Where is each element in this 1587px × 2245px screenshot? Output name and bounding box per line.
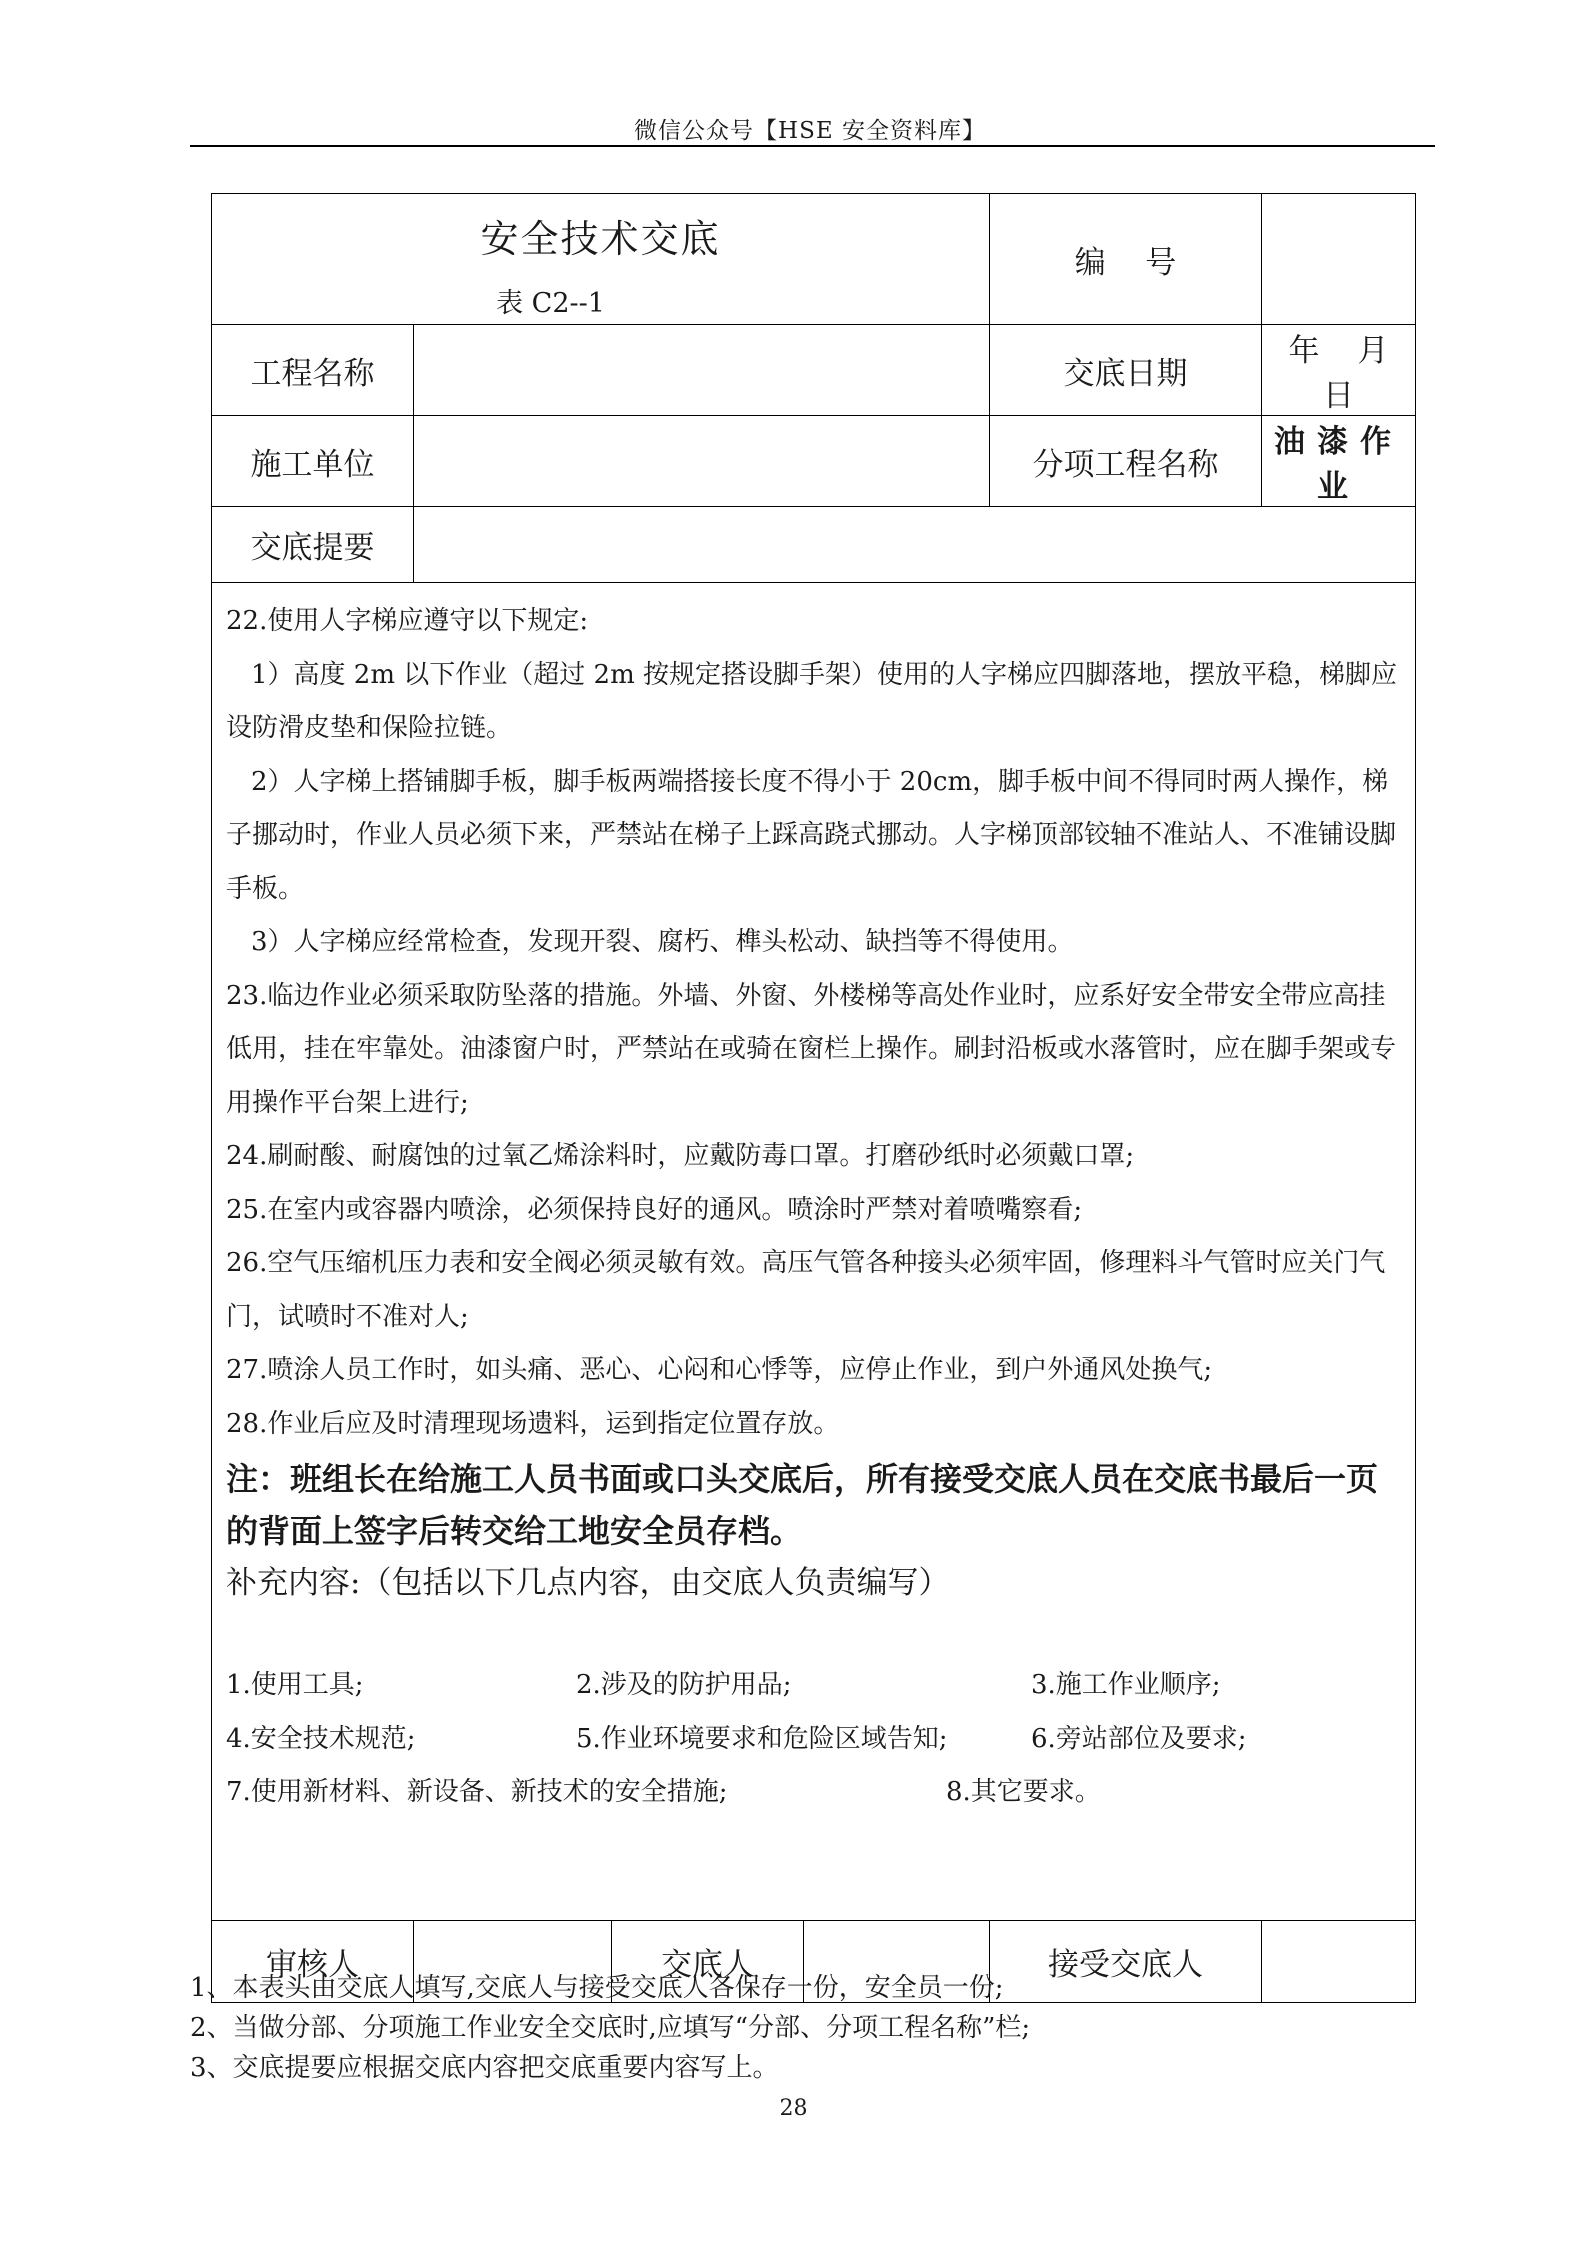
- header-divider: [190, 145, 1435, 147]
- supplement-heading: 补充内容:（包括以下几点内容，由交底人负责编写）: [226, 1565, 950, 1601]
- summary-field[interactable]: [414, 507, 1416, 583]
- summary-label: 交底提要: [212, 507, 414, 583]
- important-note: 注：班组长在给施工人员书面或口头交底后，所有接受交底人员在交底书最后一页的背面上签字后转交给工地安全员存档。: [226, 1460, 1379, 1550]
- content-item: 1）高度 2m 以下作业（超过 2m 按规定搭设脚手架）使用的人字梯应四脚落地，摆放平稳，梯脚应设防滑皮垫和保险拉链。: [226, 659, 1397, 743]
- supplement-item: 7.使用新材料、新设备、新技术的安全措施;: [226, 1777, 728, 1807]
- supplement-row: [226, 1659, 1401, 1713]
- content-item: 3）人字梯应经常检查，发现开裂、腐朽、榫头松动、缺挡等不得使用。: [251, 927, 1074, 957]
- receiver-label: 接受交底人: [990, 1921, 1262, 2003]
- unit-label: 施工单位: [212, 416, 414, 507]
- project-name-label: 工程名称: [212, 325, 414, 416]
- date-field[interactable]: [1262, 325, 1416, 416]
- page-header: 微信公众号【HSE 安全资料库】: [634, 118, 986, 144]
- footnote: 3、交底提要应根据交底内容把交底重要内容写上。: [190, 2053, 779, 2083]
- subproject-value: 油漆作业: [1262, 416, 1416, 507]
- number-field[interactable]: [1262, 194, 1416, 325]
- supplement-item: 1.使用工具;: [226, 1670, 364, 1700]
- date-day: 日: [1323, 378, 1355, 414]
- supplement-item: 8.其它要求。: [946, 1777, 1101, 1807]
- footnote: 1、本表头由交底人填写,交底人与接受交底人各保存一份，安全员一份;: [190, 1973, 1004, 2003]
- receiver-signature-field[interactable]: [1262, 1921, 1416, 2003]
- content-item: 26.空气压缩机压力表和安全阀必须灵敏有效。高压气管各种接头必须牢固，修理料斗气管时应关门气门，试喷时不准对人;: [226, 1248, 1386, 1332]
- date-month: 月: [1357, 333, 1389, 369]
- footnote: 2、当做分部、分项施工作业安全交底时,应填写“分部、分项工程名称”栏;: [190, 2013, 1031, 2043]
- supplement-row: [226, 1713, 1401, 1767]
- discloser-label: 交底人: [612, 1921, 804, 2003]
- content-item: 25.在室内或容器内喷涂，必须保持良好的通风。喷涂时严禁对着喷嘴察看;: [226, 1194, 1083, 1225]
- supplement-item: 4.安全技术规范;: [226, 1723, 416, 1754]
- supplement-item: 5.作业环境要求和危险区域告知;: [576, 1723, 948, 1754]
- content-item: 2）人字梯上搭铺脚手板，脚手板两端搭接长度不得小于 20cm，脚手板中间不得同时两人操作，梯子挪动时，作业人员必须下来，严禁站在梯子上踩高跷式挪动。人字梯顶部铰轴不准站人、不准铺设脚手板。: [226, 766, 1397, 904]
- supplement-item: 3.施工作业顺序;: [1031, 1670, 1221, 1700]
- supplement-item: 2.涉及的防护用品;: [576, 1670, 792, 1700]
- safety-disclosure-form: [211, 193, 1416, 2003]
- content-item: 22.使用人字梯应遵守以下规定:: [226, 606, 589, 636]
- footnotes: [190, 1968, 1030, 2088]
- date-year: 年: [1288, 333, 1320, 369]
- content-item: 28.作业后应及时清理现场遗料，运到指定位置存放。: [226, 1408, 840, 1439]
- supplement-item: 6.旁站部位及要求;: [1031, 1723, 1247, 1754]
- reviewer-label: 审核人: [212, 1921, 414, 2003]
- unit-field[interactable]: [414, 416, 990, 507]
- form-code: 表 C2--1: [496, 288, 605, 319]
- supplement-row: [226, 1766, 1401, 1820]
- content-item: 23.临边作业必须采取防坠落的措施。外墙、外窗、外楼梯等高处作业时，应系好安全带安全带应高挂低用，挂在牢靠处。油漆窗户时，严禁站在或骑在窗栏上操作。刷封沿板或水落管时，应在脚手架或专用操作平台架上进行;: [226, 980, 1397, 1118]
- date-label: 交底日期: [990, 325, 1262, 416]
- subproject-label: 分项工程名称: [990, 416, 1262, 507]
- page-number: 28: [779, 2096, 808, 2121]
- number-label: 编 号: [990, 194, 1262, 325]
- content-item: 27.喷涂人员工作时，如头痛、恶心、心闷和心悸等，应停止作业，到户外通风处换气;: [226, 1355, 1213, 1385]
- disclosure-content: [212, 583, 1416, 1921]
- form-title: 安全技术交底: [480, 217, 721, 261]
- form-title-cell: [212, 194, 990, 325]
- content-item: 24.刷耐酸、耐腐蚀的过氧乙烯涂料时，应戴防毒口罩。打磨砂纸时必须戴口罩;: [226, 1141, 1135, 1171]
- project-name-field[interactable]: [414, 325, 990, 416]
